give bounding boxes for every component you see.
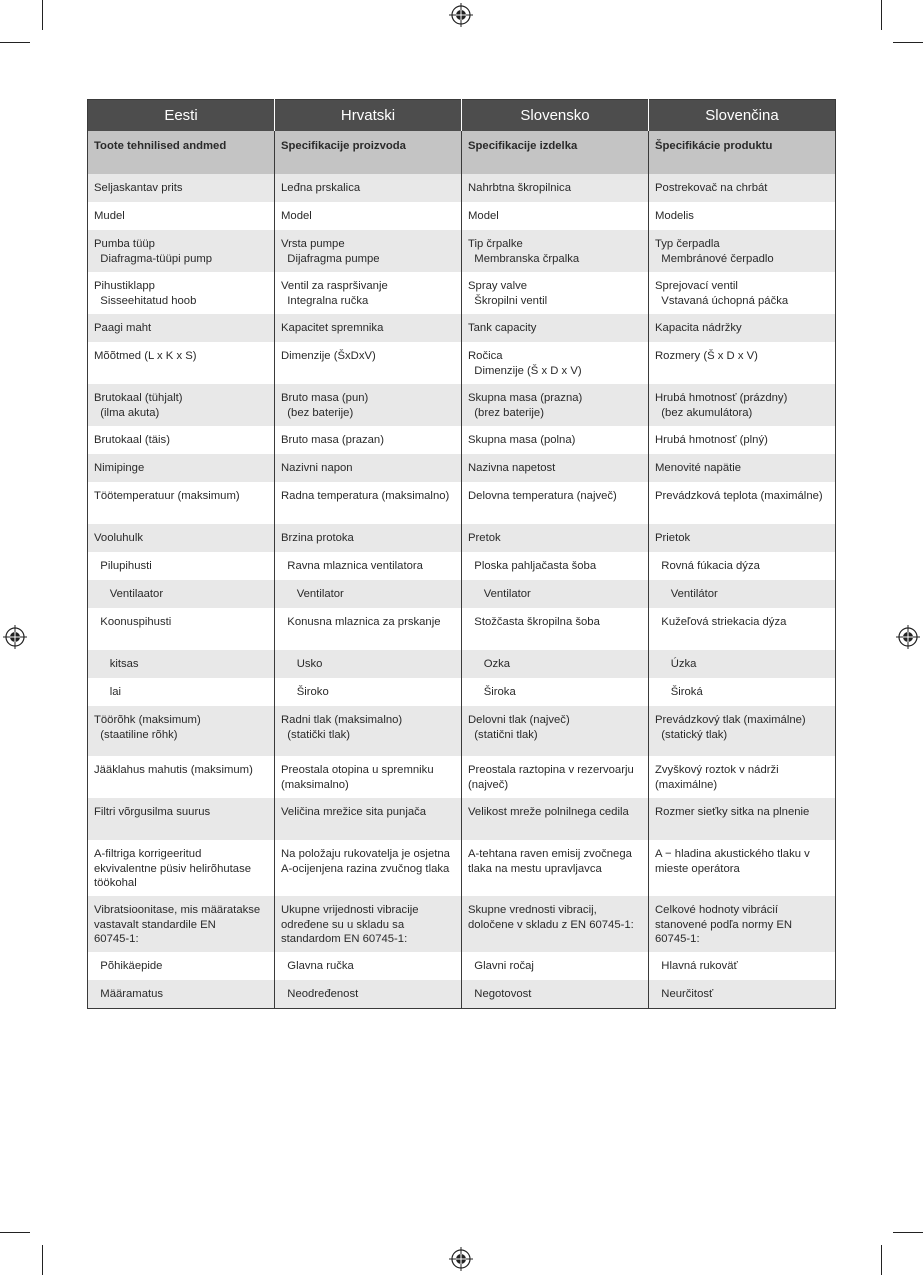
table-cell: Neodređenost (275, 980, 462, 1008)
table-row (88, 980, 836, 1008)
table-cell: Filtri võrgusilma suurus (88, 798, 275, 840)
table-row (88, 650, 836, 678)
table-cell: Ravna mlaznica ventilatora (275, 552, 462, 580)
table-row (88, 706, 836, 756)
table-cell: Ventil za raspršivanje Integralna ručka (275, 272, 462, 314)
table-cell: Postrekovač na chrbát (649, 174, 836, 202)
table-cell: Radna temperatura (maksimalno) (275, 482, 462, 524)
table-cell: Rozmery (Š x D x V) (649, 342, 836, 384)
table-cell: Jääklahus mahutis (maksimum) (88, 756, 275, 798)
table-cell: lai (88, 678, 275, 706)
table-cell: Tank capacity (462, 314, 649, 342)
table-cell: Töötemperatuur (maksimum) (88, 482, 275, 524)
table-cell: Prevádzková teplota (maximálne) (649, 482, 836, 524)
table-cell: Glavna ručka (275, 952, 462, 980)
table-cell: Toote tehnilised andmed (88, 131, 275, 174)
table-cell: Bruto masa (pun) (bez baterije) (275, 384, 462, 426)
table-cell: Preostala otopina u spremniku (maksimalno) (275, 756, 462, 798)
table-cell: Nazivni napon (275, 454, 462, 482)
table-cell: Pretok (462, 524, 649, 552)
table-cell: Ukupne vrijednosti vibracije određene su u skladu sa standardom EN 60745-1: (275, 896, 462, 952)
table-cell: Brutokaal (tühjalt) (ilma akuta) (88, 384, 275, 426)
table-cell: Spray valve Škropilni ventil (462, 272, 649, 314)
table-cell: Ročica Dimenzije (Š x D x V) (462, 342, 649, 384)
table-cell: Delovna temperatura (največ) (462, 482, 649, 524)
table-cell: Model (275, 202, 462, 230)
table-row (88, 896, 836, 952)
table-cell: Nahrbtna škropilnica (462, 174, 649, 202)
table-row (88, 202, 836, 230)
registration-mark-icon (449, 1247, 473, 1271)
table-cell: A-tehtana raven emisij zvočnega tlaka na mestu upravljavca (462, 840, 649, 896)
table-row (88, 131, 836, 174)
table-cell: Prietok (649, 524, 836, 552)
table-cell: Široká (649, 678, 836, 706)
table-row (88, 756, 836, 798)
table-cell: Ploska pahljačasta šoba (462, 552, 649, 580)
table-row (88, 608, 836, 650)
table-cell: Tip črpalke Membranska črpalka (462, 230, 649, 272)
language-header-row (88, 100, 836, 132)
table-cell: Hlavná rukoväť (649, 952, 836, 980)
table-cell: Skupna masa (prazna) (brez baterije) (462, 384, 649, 426)
table-cell: Kapacitet spremnika (275, 314, 462, 342)
table-cell: kitsas (88, 650, 275, 678)
crop-mark (0, 1232, 30, 1233)
table-cell: Typ čerpadla Membránové čerpadlo (649, 230, 836, 272)
table-cell: Põhikäepide (88, 952, 275, 980)
table-cell: Nazivna napetost (462, 454, 649, 482)
table-cell: Prevádzkový tlak (maximálne) (statický tlak) (649, 706, 836, 756)
table-row (88, 454, 836, 482)
table-cell: Pilupihusti (88, 552, 275, 580)
table-cell: Velikost mreže polnilnega cedila (462, 798, 649, 840)
table-cell: Glavni ročaj (462, 952, 649, 980)
crop-mark (42, 0, 43, 30)
header-slovenian: Slovensko (462, 100, 649, 132)
table-cell: Skupne vrednosti vibracij, določene v skladu z EN 60745-1: (462, 896, 649, 952)
table-row (88, 952, 836, 980)
table-cell: Sprejovací ventil Vstavaná úchopná páčka (649, 272, 836, 314)
table-cell: Koonuspihusti (88, 608, 275, 650)
table-cell: Veličina mrežice sita punjača (275, 798, 462, 840)
table-cell: Hrubá hmotnosť (plný) (649, 426, 836, 454)
table-cell: Kapacita nádržky (649, 314, 836, 342)
table-cell: Ozka (462, 650, 649, 678)
table-cell: Celkové hodnoty vibrácií stanovené podľa normy EN 60745-1: (649, 896, 836, 952)
table-cell: Pihustiklapp Sisseehitatud hoob (88, 272, 275, 314)
table-cell: Menovité napätie (649, 454, 836, 482)
table-cell: Rozmer sieťky sitka na plnenie (649, 798, 836, 840)
table-cell: Pumba tüüp Diafragma-tüüpi pump (88, 230, 275, 272)
registration-mark-icon (3, 625, 27, 649)
table-cell: Rovná fúkacia dýza (649, 552, 836, 580)
table-cell: Neurčitosť (649, 980, 836, 1008)
table-row (88, 230, 836, 272)
table-cell: Mudel (88, 202, 275, 230)
table-cell: Paagi maht (88, 314, 275, 342)
table-cell: Ventilaator (88, 580, 275, 608)
crop-mark (42, 1245, 43, 1275)
table-cell: Skupna masa (polna) (462, 426, 649, 454)
table-cell: Brutokaal (täis) (88, 426, 275, 454)
table-cell: Ventilator (462, 580, 649, 608)
table-cell: Määramatus (88, 980, 275, 1008)
table-cell: Široko (275, 678, 462, 706)
table-cell: A-filtriga korrigeeritud ekvivalentne püsiv helirõhutase töökohal (88, 840, 275, 896)
crop-mark (0, 42, 30, 43)
table-cell: Specifikacije proizvoda (275, 131, 462, 174)
table-cell: Vibratsioonitase, mis määratakse vastavalt standardile EN 60745-1: (88, 896, 275, 952)
table-cell: Delovni tlak (največ) (statični tlak) (462, 706, 649, 756)
table-cell: A − hladina akustického tlaku v mieste operátora (649, 840, 836, 896)
table-cell: Töörõhk (maksimum) (staatiline rõhk) (88, 706, 275, 756)
table-cell: Špecifikácie produktu (649, 131, 836, 174)
table-cell: Ventilátor (649, 580, 836, 608)
table-cell: Preostala raztopina v rezervoarju (največ) (462, 756, 649, 798)
table-cell: Nimipinge (88, 454, 275, 482)
table-cell: Kužeľová striekacia dýza (649, 608, 836, 650)
table-cell: Dimenzije (ŠxDxV) (275, 342, 462, 384)
table-cell: Seljaskantav prits (88, 174, 275, 202)
table-cell: Mõõtmed (L x K x S) (88, 342, 275, 384)
table-row (88, 840, 836, 896)
table-cell: Konusna mlaznica za prskanje (275, 608, 462, 650)
table-cell: Specifikacije izdelka (462, 131, 649, 174)
registration-mark-icon (896, 625, 920, 649)
table-cell: Brzina protoka (275, 524, 462, 552)
table-cell: Stožčasta škropilna šoba (462, 608, 649, 650)
table-cell: Vrsta pumpe Dijafragma pumpe (275, 230, 462, 272)
header-slovak: Slovenčina (649, 100, 836, 132)
crop-mark (893, 42, 923, 43)
table-row (88, 524, 836, 552)
table-row (88, 552, 836, 580)
table-cell: Široka (462, 678, 649, 706)
table-cell: Ventilator (275, 580, 462, 608)
table-cell: Zvyškový roztok v nádrži (maximálne) (649, 756, 836, 798)
registration-mark-icon (449, 3, 473, 27)
header-estonian: Eesti (88, 100, 275, 132)
table-cell: Leđna prskalica (275, 174, 462, 202)
table-cell: Modelis (649, 202, 836, 230)
table-row (88, 482, 836, 524)
table-cell: Hrubá hmotnosť (prázdny) (bez akumulátora) (649, 384, 836, 426)
crop-mark (881, 1245, 882, 1275)
table-cell: Vooluhulk (88, 524, 275, 552)
table-cell: Bruto masa (prazan) (275, 426, 462, 454)
table-row (88, 384, 836, 426)
table-row (88, 272, 836, 314)
table-row (88, 678, 836, 706)
table-row (88, 426, 836, 454)
table-cell: Radni tlak (maksimalno) (statički tlak) (275, 706, 462, 756)
spec-table (87, 99, 836, 1009)
table-cell: Model (462, 202, 649, 230)
crop-mark (881, 0, 882, 30)
table-row (88, 314, 836, 342)
table-row (88, 580, 836, 608)
table-cell: Usko (275, 650, 462, 678)
header-croatian: Hrvatski (275, 100, 462, 132)
table-row (88, 174, 836, 202)
table-cell: Negotovost (462, 980, 649, 1008)
table-row (88, 798, 836, 840)
table-cell: Úzka (649, 650, 836, 678)
table-cell: Na položaju rukovatelja je osjetna A-ocijenjena razina zvučnog tlaka (275, 840, 462, 896)
table-row (88, 342, 836, 384)
crop-mark (893, 1232, 923, 1233)
